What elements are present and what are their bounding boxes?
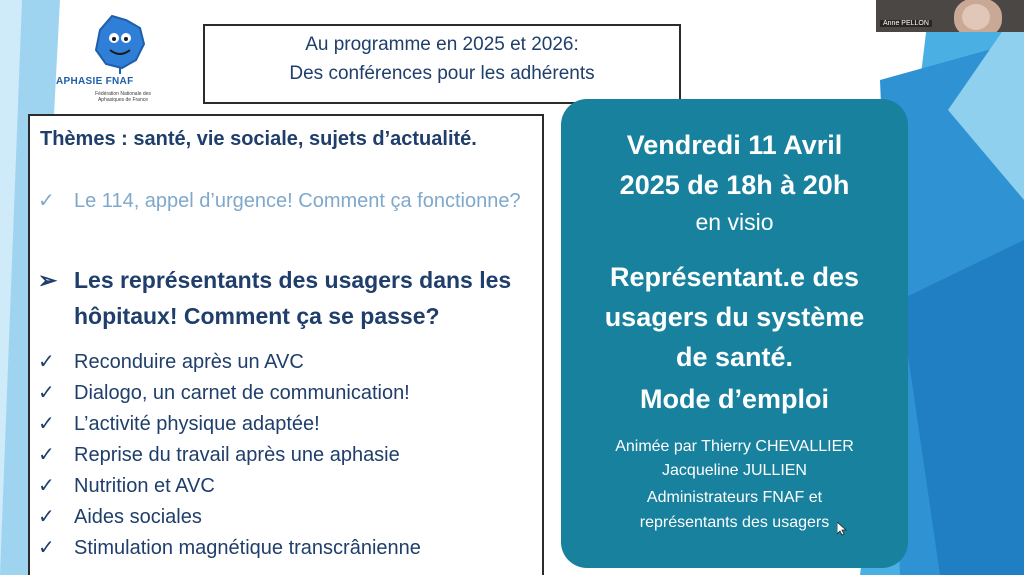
event-topic-line-3: de santé. (675, 342, 794, 372)
event-date-line-2: 2025 de 18h à 20h (619, 170, 850, 200)
theme-item-text: Reprise du travail après une aphasie (74, 444, 400, 466)
slide-title-line-1: Au programme en 2025 et 2026: (305, 34, 579, 55)
theme-item-text: Nutrition et AVC (74, 475, 215, 497)
theme-item-text: L’activité physique adaptée! (74, 413, 320, 435)
event-host-line-2: Jacqueline JULLIEN (662, 462, 807, 479)
theme-item-text: Aides sociales (74, 506, 202, 528)
participant-face (962, 4, 990, 30)
event-topic-line-4: Mode d’emploi (640, 384, 829, 414)
checkmark-icon: ✓ (38, 444, 55, 466)
slide-title-box (203, 24, 681, 104)
arrow-bullet-icon: ➢ (38, 267, 58, 293)
checkmark-icon: ✓ (38, 475, 55, 497)
france-map-mascot-icon (92, 14, 148, 76)
themes-heading: Thèmes : santé, vie sociale, sujets d’actualité. (40, 128, 477, 150)
checkmark-icon: ✓ (38, 382, 55, 404)
theme-item-text: Le 114, appel d’urgence! Comment ça fonctionne? (74, 190, 521, 212)
participant-name-label: Anne PELLON (880, 20, 932, 27)
themes-panel (28, 114, 544, 575)
fnaf-logo (52, 14, 184, 108)
logo-subtitle: Fédération Nationale des Aphasiques de France (95, 91, 151, 103)
checkmark-icon: ✓ (38, 506, 55, 528)
checkmark-icon: ✓ (38, 413, 55, 435)
event-info-card (561, 99, 908, 568)
checkmark-icon: ✓ (38, 537, 55, 559)
event-topic-line-1: Représentant.e des (609, 262, 860, 292)
slide-title-line-2: Des conférences pour les adhérents (289, 63, 595, 84)
event-host-line-4: représentants des usagers (639, 514, 830, 531)
event-host-line-3: Administrateurs FNAF et (646, 489, 823, 506)
checkmark-icon: ✓ (38, 351, 55, 373)
checkmark-icon: ✓ (38, 190, 55, 212)
theme-item-text: Dialogo, un carnet de communication! (74, 382, 410, 404)
event-date-line-1: Vendredi 11 Avril (626, 130, 843, 160)
theme-item-text: Stimulation magnétique transcrânienne (74, 537, 421, 559)
mouse-cursor-icon (837, 522, 847, 536)
event-mode: en visio (695, 209, 774, 235)
logo-brand: APHASIE FNAF (56, 76, 134, 87)
theme-item-text: Reconduire après un AVC (74, 351, 304, 373)
participant-video-thumbnail[interactable] (876, 0, 1024, 32)
event-host-line-1: Animée par Thierry CHEVALLIER (615, 438, 854, 455)
theme-item-text: Les représentants des usagers dans les hôpitaux! Comment ça se passe? (74, 267, 512, 329)
event-topic-line-2: usagers du système (604, 302, 865, 332)
